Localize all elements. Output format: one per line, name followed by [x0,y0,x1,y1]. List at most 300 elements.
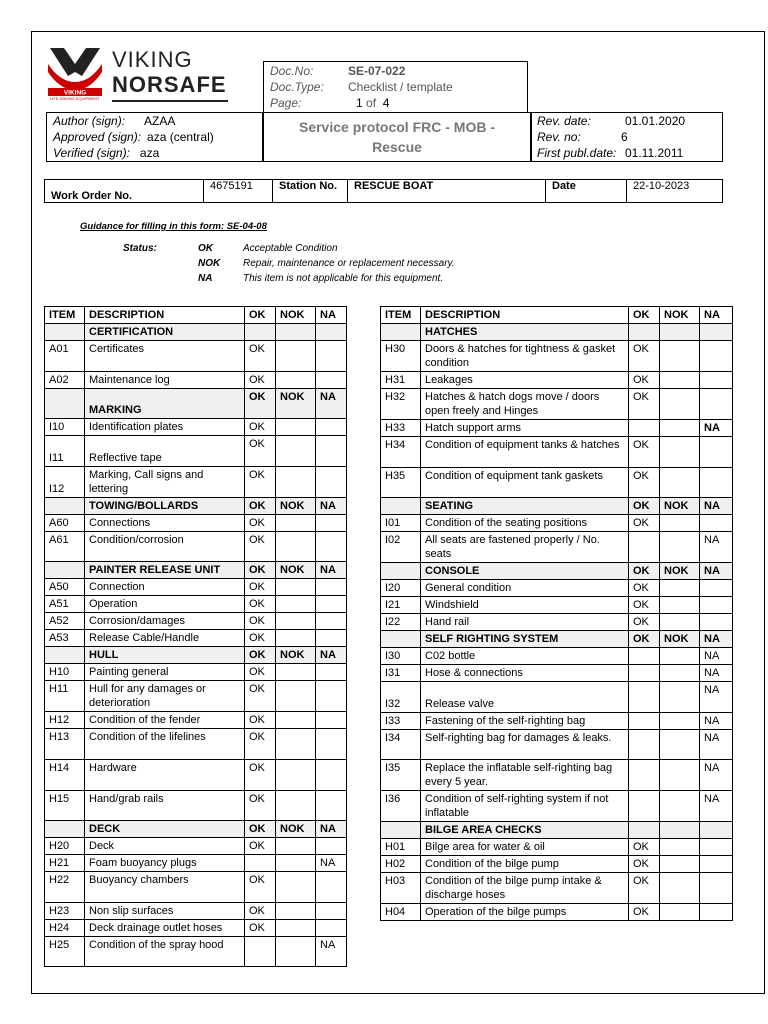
ok-cell: OK [629,515,660,532]
item-code: H10 [45,664,85,681]
doc-type-label: Doc.Type: [270,80,324,94]
item-description: Operation [85,596,245,613]
item-code: I34 [381,729,421,760]
na-cell [316,596,347,613]
item-description: Corrosion/damages [85,613,245,630]
nok-cell [660,341,700,372]
header-ok: OK [629,307,660,324]
item-description: Condition of the spray hood [85,936,245,967]
item-code: A60 [45,514,85,531]
na-cell [316,790,347,821]
item-code: I01 [381,515,421,532]
item-code: I31 [381,665,421,682]
na-cell [316,919,347,936]
signature-box [46,112,263,162]
nok-cell [276,371,316,388]
na-cell [316,466,347,497]
page-total: 4 [382,96,390,110]
na-cell [700,856,733,873]
ok-cell [245,855,276,872]
table-row [381,532,733,563]
na-cell [316,902,347,919]
table-row [45,436,347,467]
ok-cell: OK [245,466,276,497]
na-cell [316,872,347,903]
table-row [45,681,347,712]
item-code: I32 [381,682,421,713]
status-desc-ok: Acceptable Condition [243,243,338,254]
table-row [381,856,733,873]
ok-cell: OK [245,371,276,388]
item-code: H12 [45,712,85,729]
section-row [381,631,733,648]
ok-cell: OK [245,436,276,467]
ok-cell: OK [629,467,660,498]
nok-cell [660,856,700,873]
item-description: Non slip surfaces [85,902,245,919]
nok-cell [276,341,316,372]
nok-cell [276,902,316,919]
na-cell: NA [700,760,733,791]
status-code-ok: OK [198,243,213,254]
ok-cell [629,712,660,729]
table-row [381,372,733,389]
na-cell: NA [316,647,347,664]
nok-cell [660,839,700,856]
table-row [45,664,347,681]
ok-cell [629,665,660,682]
item-code [45,388,85,419]
ok-cell [629,729,660,760]
na-cell [316,371,347,388]
item-description: TOWING/BOLLARDS [85,497,245,514]
nok-cell [276,664,316,681]
page-current: 1 [356,96,363,110]
table-row [45,936,347,967]
item-code: H13 [45,729,85,760]
status-desc-nok: Repair, maintenance or replacement necessary. [243,258,455,269]
na-cell: NA [316,388,347,419]
ok-cell [629,532,660,563]
ok-cell: OK [245,613,276,630]
nok-cell [660,372,700,389]
nok-cell [276,790,316,821]
item-description: PAINTER RELEASE UNIT [85,562,245,579]
item-code: H23 [45,902,85,919]
item-code [381,822,421,839]
nok-cell: NOK [660,631,700,648]
item-code: H34 [381,437,421,468]
item-code [381,631,421,648]
author-label: Author (sign): [53,114,126,128]
rev-no-value: 6 [621,130,628,144]
item-description: Windshield [421,597,629,614]
na-cell [316,341,347,372]
item-code: H30 [381,341,421,372]
item-description: Identification plates [85,419,245,436]
nok-cell [660,580,700,597]
item-code [381,563,421,580]
item-code: A53 [45,630,85,647]
viking-logo-icon [46,42,104,102]
item-description: Buoyancy chambers [85,872,245,903]
na-cell: NA [700,420,733,437]
ok-cell: OK [629,498,660,515]
nok-cell [660,532,700,563]
item-description: Hose & connections [421,665,629,682]
ok-cell [629,324,660,341]
ok-cell: OK [245,388,276,419]
header-nok: NOK [660,307,700,324]
nok-cell: NOK [660,498,700,515]
date-value: 22-10-2023 [627,180,723,203]
item-description: Condition of the bilge pump [421,856,629,873]
verified-label: Verified (sign): [53,146,130,160]
na-cell [700,597,733,614]
table-row [45,838,347,855]
table-row [381,467,733,498]
item-code [45,562,85,579]
company-logo [46,42,232,104]
item-code: H32 [381,389,421,420]
ok-cell: OK [629,839,660,856]
item-code: H20 [45,838,85,855]
na-cell [316,436,347,467]
table-row [45,341,347,372]
item-description: Release valve [421,682,629,713]
ok-cell: OK [245,341,276,372]
item-description: Hatches & hatch dogs move / doors open freely and Hinges [421,389,629,420]
header-na: NA [316,307,347,324]
section-row [381,498,733,515]
ok-cell: OK [245,790,276,821]
item-description: Reflective tape [85,436,245,467]
na-cell [700,515,733,532]
item-description: Leakages [421,372,629,389]
table-row [381,712,733,729]
ok-cell [629,822,660,839]
station-label: Station No. [273,180,348,203]
ok-cell [629,682,660,713]
item-description: Hand rail [421,614,629,631]
na-cell [316,514,347,531]
ok-cell: OK [245,712,276,729]
nok-cell [660,420,700,437]
work-order-table [44,179,723,203]
table-row [45,919,347,936]
item-code: I33 [381,712,421,729]
ok-cell: OK [245,579,276,596]
nok-cell [276,712,316,729]
item-description: Maintenance log [85,371,245,388]
nok-cell [276,681,316,712]
header-ok: OK [245,307,276,324]
na-cell [700,873,733,904]
nok-cell [660,760,700,791]
nok-cell [660,648,700,665]
na-cell [316,419,347,436]
section-row [381,822,733,839]
item-description: Connection [85,579,245,596]
section-row [45,497,347,514]
na-cell: NA [700,498,733,515]
na-cell [316,630,347,647]
table-row [45,514,347,531]
na-cell [316,664,347,681]
section-row [45,647,347,664]
nok-cell [276,630,316,647]
status-code-na: NA [198,273,213,284]
table-row [381,580,733,597]
na-cell [700,839,733,856]
na-cell [316,613,347,630]
item-code: H15 [45,790,85,821]
table-row [381,760,733,791]
item-code [45,497,85,514]
ok-cell: OK [629,597,660,614]
table-row [45,872,347,903]
section-row [45,562,347,579]
ok-cell: OK [245,919,276,936]
item-description: All seats are fastened properly / No. seats [421,532,629,563]
na-cell: NA [700,712,733,729]
approved-value: aza (central) [147,130,214,144]
station-value: RESCUE BOAT [348,180,546,203]
table-row [45,596,347,613]
na-cell: NA [316,497,347,514]
logo-viking-text: VIKING [112,47,193,72]
na-cell [316,759,347,790]
nok-cell [276,324,316,341]
item-code: I11 [45,436,85,467]
ok-cell: OK [245,902,276,919]
table-row [381,729,733,760]
nok-cell [276,855,316,872]
table-row [45,729,347,760]
section-row [381,324,733,341]
ok-cell: OK [245,514,276,531]
nok-cell [660,904,700,921]
na-cell [700,389,733,420]
nok-cell [276,919,316,936]
table-row [45,419,347,436]
nok-cell [660,729,700,760]
item-description: HATCHES [421,324,629,341]
item-description: Bilge area for water & oil [421,839,629,856]
item-code: H22 [45,872,85,903]
item-description: General condition [421,580,629,597]
nok-cell: NOK [276,497,316,514]
na-cell: NA [700,563,733,580]
ok-cell: OK [245,531,276,562]
nok-cell [660,873,700,904]
header-description: DESCRIPTION [85,307,245,324]
item-code: A01 [45,341,85,372]
work-order-value: 4675191 [204,180,273,203]
rev-date-label: Rev. date: [537,114,591,128]
page-label: Page: [270,96,302,110]
item-code: I30 [381,648,421,665]
na-cell [700,341,733,372]
item-description: Foam buoyancy plugs [85,855,245,872]
ok-cell: OK [245,759,276,790]
table-row [45,630,347,647]
item-description: Self-righting bag for damages & leaks. [421,729,629,760]
status-code-nok: NOK [198,258,221,269]
table-row [381,682,733,713]
table-row [381,437,733,468]
item-description: Condition of self-righting system if not inflatable [421,791,629,822]
nok-cell [660,515,700,532]
item-code: I35 [381,760,421,791]
doc-no-label: Doc.No: [270,64,314,78]
item-description: Deck [85,838,245,855]
nok-cell: NOK [660,563,700,580]
ok-cell: OK [629,563,660,580]
logo-tagline: LIFE-SAVING EQUIPMENT [50,96,100,101]
item-code: A02 [45,371,85,388]
status-desc-na: This item is not applicable for this equipment. [243,273,444,284]
item-code: I12 [45,466,85,497]
nok-cell [660,791,700,822]
na-cell [700,580,733,597]
document-title: Service protocol FRC - MOB - Rescue [298,119,496,155]
item-description: Certificates [85,341,245,372]
nok-cell [276,596,316,613]
ok-cell: OK [245,630,276,647]
table-row [381,597,733,614]
ok-cell [245,324,276,341]
ok-cell [629,791,660,822]
ok-cell: OK [629,341,660,372]
ok-cell [629,760,660,791]
section-row [381,563,733,580]
table-row [381,839,733,856]
nok-cell [660,712,700,729]
nok-cell [660,597,700,614]
logo-mark-text: VIKING [63,89,87,97]
ok-cell: OK [245,681,276,712]
nok-cell [276,436,316,467]
item-code: I20 [381,580,421,597]
title-box [263,112,531,162]
table-row [381,389,733,420]
table-row [45,466,347,497]
item-code: H02 [381,856,421,873]
item-description: Condition of the fender [85,712,245,729]
checklist-table-left [44,306,347,967]
na-cell: NA [700,791,733,822]
table-row [45,531,347,562]
doc-info-box [263,61,528,113]
item-code: H24 [45,919,85,936]
item-code [45,324,85,341]
table-row [45,712,347,729]
table-row [45,790,347,821]
table-row [45,371,347,388]
item-description: Hatch support arms [421,420,629,437]
nok-cell: NOK [276,647,316,664]
ok-cell: OK [629,389,660,420]
nok-cell [660,665,700,682]
header-nok: NOK [276,307,316,324]
ok-cell: OK [245,664,276,681]
nok-cell [276,579,316,596]
na-cell: NA [700,532,733,563]
item-description: Condition of equipment tanks & hatches [421,437,629,468]
ok-cell: OK [629,856,660,873]
na-cell: NA [316,936,347,967]
table-row [45,613,347,630]
table-row [381,341,733,372]
item-description: Connections [85,514,245,531]
item-description: Marking, Call signs and lettering [85,466,245,497]
first-publ-label: First publ.date: [537,146,617,160]
item-description: MARKING [85,388,245,419]
ok-cell: OK [629,372,660,389]
nok-cell [276,466,316,497]
na-cell: NA [700,729,733,760]
logo-norsafe-text: NORSAFE [112,72,227,97]
ok-cell: OK [245,872,276,903]
nok-cell [276,936,316,967]
item-code: A50 [45,579,85,596]
nok-cell [276,613,316,630]
na-cell: NA [316,855,347,872]
table-row [45,902,347,919]
item-code: H31 [381,372,421,389]
nok-cell [276,531,316,562]
item-code: H01 [381,839,421,856]
work-order-label: Work Order No. [45,180,204,203]
table-row [381,515,733,532]
item-description: C02 bottle [421,648,629,665]
rev-date-value: 01.01.2020 [625,114,686,128]
nok-cell [660,389,700,420]
section-row [45,821,347,838]
nok-cell [660,682,700,713]
nok-cell [276,872,316,903]
table-row [381,904,733,921]
ok-cell: OK [629,873,660,904]
na-cell [700,372,733,389]
item-description: Condition of the bilge pump intake & discharge hoses [421,873,629,904]
ok-cell: OK [629,580,660,597]
na-cell: NA [700,631,733,648]
item-description: Painting general [85,664,245,681]
na-cell: NA [700,682,733,713]
item-code: H33 [381,420,421,437]
item-code: I21 [381,597,421,614]
na-cell [316,838,347,855]
table-row [381,665,733,682]
header-description: DESCRIPTION [421,307,629,324]
page-of: of [366,96,377,110]
item-description: Hull for any damages or deterioration [85,681,245,712]
approved-label: Approved (sign): [53,130,142,144]
item-code: H25 [45,936,85,967]
table-row [381,420,733,437]
date-label: Date [546,180,627,203]
table-row [381,791,733,822]
nok-cell: NOK [276,562,316,579]
na-cell: NA [316,562,347,579]
item-code [45,821,85,838]
nok-cell [276,514,316,531]
table-row [45,855,347,872]
na-cell [700,467,733,498]
ok-cell: OK [245,562,276,579]
